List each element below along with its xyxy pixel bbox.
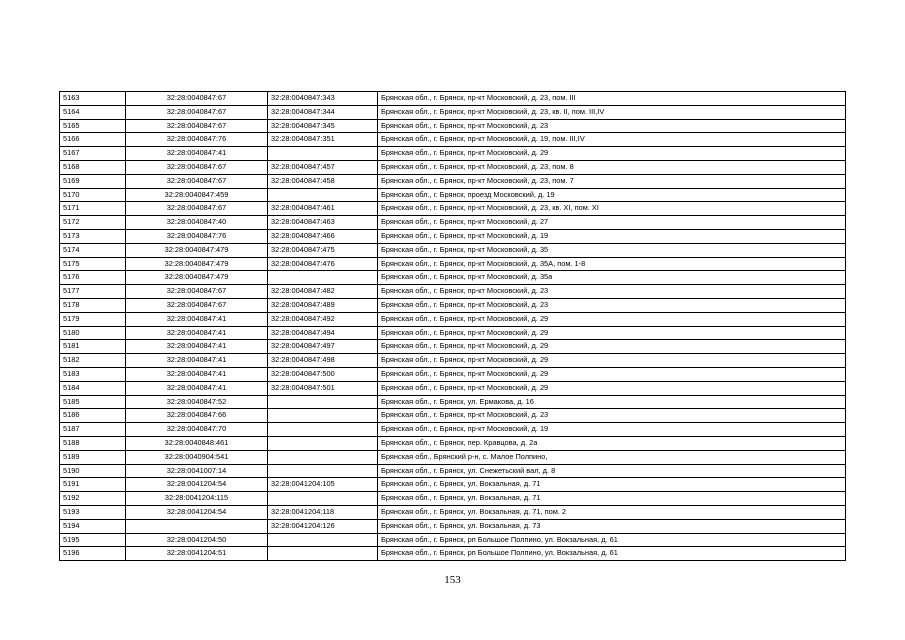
row-number-cell: 5165 [60,119,126,133]
object-cadastral-cell [268,492,378,506]
object-cadastral-cell [268,464,378,478]
parcel-cadastral-cell: 32:28:0040847:52 [126,395,268,409]
object-cadastral-cell: 32:28:0040847:457 [268,160,378,174]
parcel-cadastral-cell: 32:28:0040847:67 [126,298,268,312]
parcel-cadastral-cell: 32:28:0040847:67 [126,202,268,216]
table-row [60,381,846,395]
address-cell: Брянская обл., г. Брянск, пр-кт Московский, д. 19 [378,423,846,437]
address-cell: Брянская обл., г. Брянск, пр-кт Московский, д. 23 [378,119,846,133]
address-cell: Брянская обл., г. Брянск, ул. Вокзальная, д. 71 [378,492,846,506]
object-cadastral-cell: 32:28:0040847:494 [268,326,378,340]
address-cell: Брянская обл., г. Брянск, рп Большое Полпино, ул. Вокзальная, д. 61 [378,533,846,547]
object-cadastral-cell: 32:28:0040847:351 [268,133,378,147]
table-row [60,354,846,368]
object-cadastral-cell [268,188,378,202]
object-cadastral-cell [268,271,378,285]
table-row [60,188,846,202]
parcel-cadastral-cell: 32:28:0040847:41 [126,326,268,340]
row-number-cell: 5168 [60,160,126,174]
parcel-cadastral-cell: 32:28:0040847:41 [126,340,268,354]
address-cell: Брянская обл., г. Брянск, ул. Снежетьский вал, д. 8 [378,464,846,478]
address-cell: Брянская обл., г. Брянск, пр-кт Московский, д. 23, кв. XI, пом. XI [378,202,846,216]
row-number-cell: 5167 [60,147,126,161]
row-number-cell: 5181 [60,340,126,354]
row-number-cell: 5194 [60,519,126,533]
object-cadastral-cell: 32:28:0040847:461 [268,202,378,216]
row-number-cell: 5164 [60,105,126,119]
parcel-cadastral-cell: 32:28:0040847:70 [126,423,268,437]
address-cell: Брянская обл., г. Брянск, пр-кт Московский, д. 35 [378,243,846,257]
address-cell: Брянская обл., г. Брянск, пр-кт Московский, д. 29 [378,312,846,326]
row-number-cell: 5188 [60,436,126,450]
row-number-cell: 5196 [60,547,126,561]
parcel-cadastral-cell: 32:28:0040847:479 [126,271,268,285]
object-cadastral-cell [268,423,378,437]
row-number-cell: 5185 [60,395,126,409]
row-number-cell: 5176 [60,271,126,285]
row-number-cell: 5174 [60,243,126,257]
address-cell: Брянская обл., г. Брянск, пр-кт Московский, д. 29 [378,367,846,381]
table-row [60,312,846,326]
table-row [60,326,846,340]
table-row [60,147,846,161]
row-number-cell: 5189 [60,450,126,464]
object-cadastral-cell [268,409,378,423]
table-row [60,450,846,464]
table-row [60,340,846,354]
address-cell: Брянская обл., г. Брянск, пр-кт Московский, д. 29 [378,381,846,395]
address-cell: Брянская обл., г. Брянск, ул. Ермакова, д. 16 [378,395,846,409]
table-row [60,243,846,257]
address-cell: Брянская обл., г. Брянск, ул. Вокзальная, д. 71, пом. 2 [378,505,846,519]
parcel-cadastral-cell: 32:28:0040847:67 [126,285,268,299]
address-cell: Брянская обл., г. Брянск, пр-кт Московский, д. 23, кв. II, пом. III,IV [378,105,846,119]
object-cadastral-cell [268,533,378,547]
object-cadastral-cell: 32:28:0040847:492 [268,312,378,326]
parcel-cadastral-cell: 32:28:0040847:479 [126,257,268,271]
address-cell: Брянская обл., г. Брянск, проезд Московский, д. 19 [378,188,846,202]
parcel-cadastral-cell: 32:28:0040847:76 [126,133,268,147]
parcel-cadastral-cell: 32:28:0040847:41 [126,354,268,368]
row-number-cell: 5175 [60,257,126,271]
table-row [60,229,846,243]
address-cell: Брянская обл., г. Брянск, пр-кт Московский, д. 23, пом. III [378,92,846,106]
object-cadastral-cell: 32:28:0040847:466 [268,229,378,243]
row-number-cell: 5172 [60,216,126,230]
address-cell: Брянская обл., г. Брянск, пр-кт Московский, д. 23 [378,298,846,312]
object-cadastral-cell: 32:28:0040847:498 [268,354,378,368]
object-cadastral-cell: 32:28:0040847:476 [268,257,378,271]
table-row [60,271,846,285]
table-row [60,202,846,216]
row-number-cell: 5166 [60,133,126,147]
row-number-cell: 5186 [60,409,126,423]
parcel-cadastral-cell: 32:28:0040847:67 [126,174,268,188]
object-cadastral-cell: 32:28:0041204:118 [268,505,378,519]
address-cell: Брянская обл., г. Брянск, пр-кт Московский, д. 29 [378,354,846,368]
row-number-cell: 5191 [60,478,126,492]
parcel-cadastral-cell: 32:28:0040847:41 [126,381,268,395]
table-row [60,367,846,381]
parcel-cadastral-cell: 32:28:0040847:41 [126,312,268,326]
address-cell: Брянская обл., г. Брянск, пр-кт Московский, д. 35А, пом. 1-8 [378,257,846,271]
address-cell: Брянская обл., Брянский р-н, с. Малое Полпино, [378,450,846,464]
object-cadastral-cell: 32:28:0040847:458 [268,174,378,188]
object-cadastral-cell: 32:28:0040847:344 [268,105,378,119]
parcel-cadastral-cell: 32:28:0040847:41 [126,367,268,381]
object-cadastral-cell [268,547,378,561]
table-row [60,505,846,519]
table-row [60,133,846,147]
table-row [60,547,846,561]
object-cadastral-cell: 32:28:0041204:126 [268,519,378,533]
address-cell: Брянская обл., г. Брянск, пр-кт Московский, д. 23, пом. 8 [378,160,846,174]
row-number-cell: 5193 [60,505,126,519]
registry-table [59,91,846,561]
address-cell: Брянская обл., г. Брянск, рп Большое Полпино, ул. Вокзальная, д. 61 [378,547,846,561]
table-row [60,519,846,533]
row-number-cell: 5171 [60,202,126,216]
address-cell: Брянская обл., г. Брянск, пр-кт Московский, д. 27 [378,216,846,230]
address-cell: Брянская обл., г. Брянск, пр-кт Московский, д. 19, пом. III,IV [378,133,846,147]
parcel-cadastral-cell: 32:28:0041204:115 [126,492,268,506]
parcel-cadastral-cell: 32:28:0040847:41 [126,147,268,161]
row-number-cell: 5179 [60,312,126,326]
page-number: 153 [444,574,461,586]
table-row [60,423,846,437]
parcel-cadastral-cell: 32:28:0040847:67 [126,160,268,174]
address-cell: Брянская обл., г. Брянск, ул. Вокзальная, д. 71 [378,478,846,492]
table-row [60,174,846,188]
row-number-cell: 5180 [60,326,126,340]
row-number-cell: 5169 [60,174,126,188]
object-cadastral-cell: 32:28:0041204:105 [268,478,378,492]
object-cadastral-cell [268,436,378,450]
row-number-cell: 5190 [60,464,126,478]
parcel-cadastral-cell: 32:28:0040904:541 [126,450,268,464]
table-row [60,216,846,230]
row-number-cell: 5192 [60,492,126,506]
row-number-cell: 5195 [60,533,126,547]
row-number-cell: 5173 [60,229,126,243]
object-cadastral-cell [268,450,378,464]
parcel-cadastral-cell: 32:28:0040847:67 [126,105,268,119]
row-number-cell: 5183 [60,367,126,381]
address-cell: Брянская обл., г. Брянск, пр-кт Московский, д. 19 [378,229,846,243]
row-number-cell: 5184 [60,381,126,395]
table-row [60,257,846,271]
parcel-cadastral-cell: 32:28:0041007:14 [126,464,268,478]
table-row [60,105,846,119]
table-row [60,533,846,547]
object-cadastral-cell: 32:28:0040847:489 [268,298,378,312]
row-number-cell: 5170 [60,188,126,202]
parcel-cadastral-cell: 32:28:0041204:54 [126,505,268,519]
address-cell: Брянская обл., г. Брянск, пр-кт Московский, д. 23, пом. 7 [378,174,846,188]
object-cadastral-cell: 32:28:0040847:463 [268,216,378,230]
registry-table-body [60,92,846,561]
parcel-cadastral-cell: 32:28:0040848:461 [126,436,268,450]
table-row [60,160,846,174]
row-number-cell: 5163 [60,92,126,106]
object-cadastral-cell [268,395,378,409]
address-cell: Брянская обл., г. Брянск, пр-кт Московский, д. 29 [378,147,846,161]
parcel-cadastral-cell: 32:28:0040847:40 [126,216,268,230]
parcel-cadastral-cell: 32:28:0040847:459 [126,188,268,202]
parcel-cadastral-cell: 32:28:0041204:50 [126,533,268,547]
object-cadastral-cell: 32:28:0040847:497 [268,340,378,354]
object-cadastral-cell: 32:28:0040847:482 [268,285,378,299]
object-cadastral-cell: 32:28:0040847:475 [268,243,378,257]
address-cell: Брянская обл., г. Брянск, пр-кт Московский, д. 23 [378,409,846,423]
table-row [60,464,846,478]
row-number-cell: 5178 [60,298,126,312]
table-row [60,395,846,409]
address-cell: Брянская обл., г. Брянск, ул. Вокзальная, д. 73 [378,519,846,533]
table-row [60,409,846,423]
object-cadastral-cell [268,147,378,161]
address-cell: Брянская обл., г. Брянск, пр-кт Московский, д. 23 [378,285,846,299]
object-cadastral-cell: 32:28:0040847:500 [268,367,378,381]
parcel-cadastral-cell: 32:28:0040847:479 [126,243,268,257]
parcel-cadastral-cell [126,519,268,533]
address-cell: Брянская обл., г. Брянск, пр-кт Московский, д. 29 [378,326,846,340]
address-cell: Брянская обл., г. Брянск, пр-кт Московский, д. 35а [378,271,846,285]
row-number-cell: 5182 [60,354,126,368]
table-row [60,492,846,506]
object-cadastral-cell: 32:28:0040847:501 [268,381,378,395]
parcel-cadastral-cell: 32:28:0041204:54 [126,478,268,492]
table-row [60,119,846,133]
address-cell: Брянская обл., г. Брянск, пр-кт Московский, д. 29 [378,340,846,354]
parcel-cadastral-cell: 32:28:0040847:67 [126,92,268,106]
table-row [60,285,846,299]
table-row [60,436,846,450]
parcel-cadastral-cell: 32:28:0040847:76 [126,229,268,243]
row-number-cell: 5187 [60,423,126,437]
address-cell: Брянская обл., г. Брянск, пер. Кравцова, д. 2а [378,436,846,450]
parcel-cadastral-cell: 32:28:0040847:67 [126,119,268,133]
table-row [60,298,846,312]
object-cadastral-cell: 32:28:0040847:345 [268,119,378,133]
parcel-cadastral-cell: 32:28:0040847:66 [126,409,268,423]
row-number-cell: 5177 [60,285,126,299]
table-row [60,92,846,106]
table-row [60,478,846,492]
parcel-cadastral-cell: 32:28:0041204:51 [126,547,268,561]
object-cadastral-cell: 32:28:0040847:343 [268,92,378,106]
